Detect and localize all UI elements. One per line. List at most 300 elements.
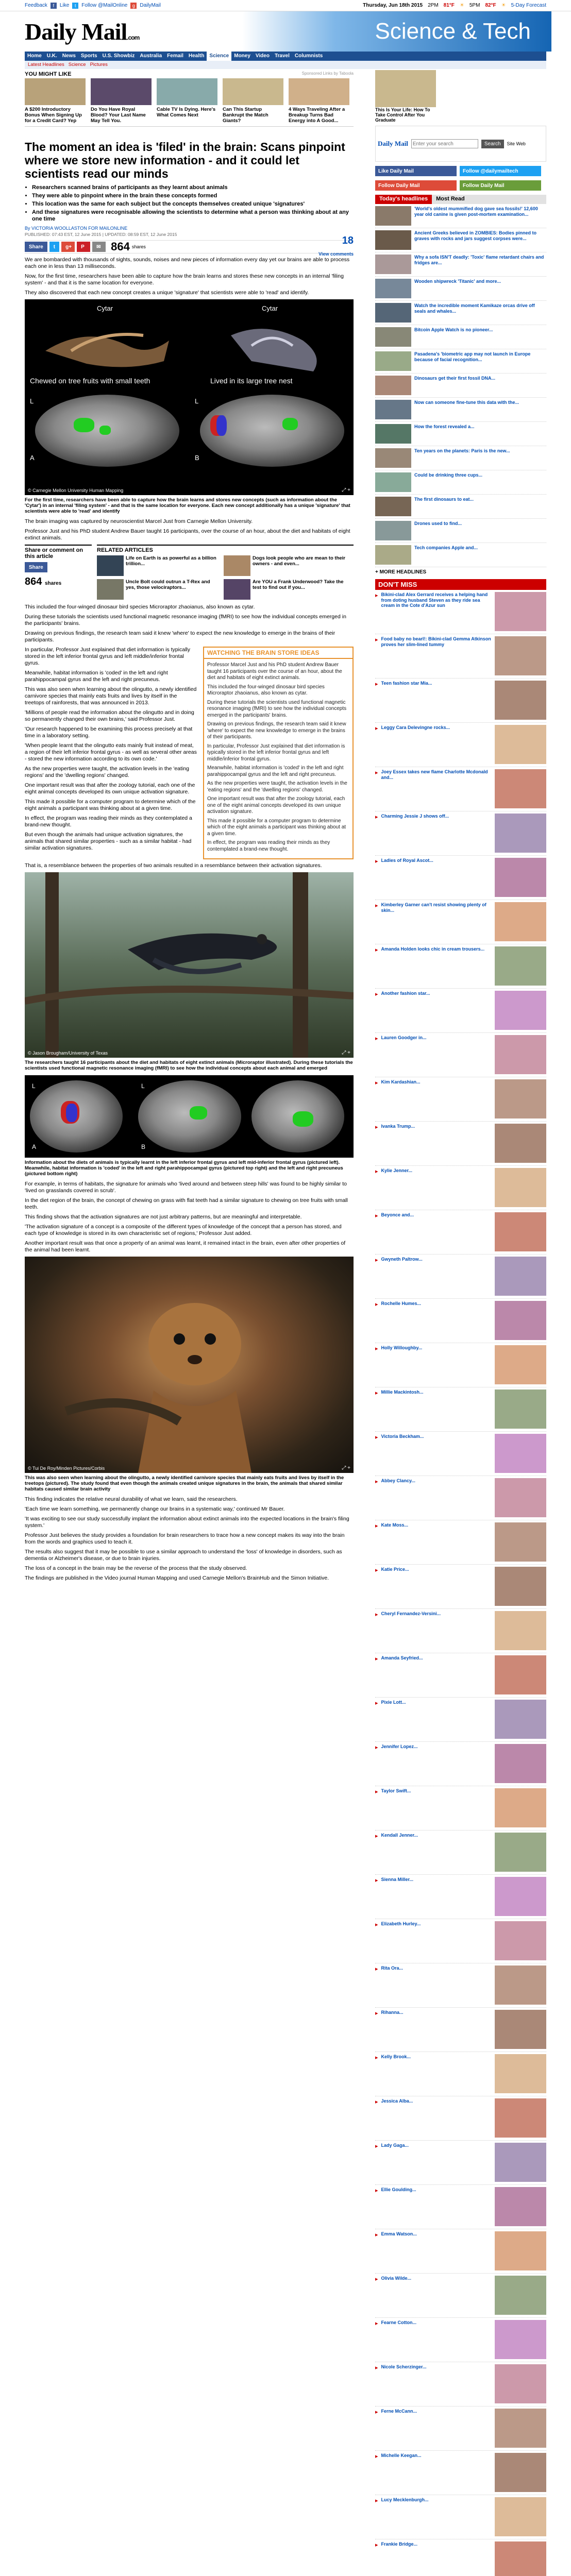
dont-miss-item[interactable] <box>375 1742 546 1786</box>
nav-item[interactable]: U.S. Showbiz <box>102 53 135 59</box>
bullet-icon: ▸ <box>375 1213 378 1219</box>
headline-thumbnail <box>375 255 411 274</box>
dont-miss-text: Taylor Swift... <box>381 1788 411 1793</box>
forecast-link[interactable]: 5-Day Forecast <box>511 3 546 8</box>
dont-miss-item[interactable] <box>375 679 546 723</box>
nav-item[interactable]: Femail <box>167 53 183 59</box>
top-bar <box>0 0 571 11</box>
sun-icon: ☀ <box>459 3 464 8</box>
nav-item[interactable]: Australia <box>140 53 162 59</box>
paragraph: For example, in terms of habitats, the signature for animals who 'lived around and between steep hills' was found to be highly similar to 'lived on grasslands covered in scrub'. <box>25 1181 347 1194</box>
dont-miss-item[interactable] <box>375 1919 546 1963</box>
paragraph: The brain imaging was captured by neuroscientist Marcel Just from Carnegie Mellon University. <box>25 518 253 524</box>
yml-title: YOU MIGHT LIKE <box>25 71 72 77</box>
yml-image <box>91 78 152 105</box>
headline-thumbnail <box>375 327 411 347</box>
bullet-icon: ▸ <box>375 1080 378 1086</box>
byline[interactable]: By VICTORIA WOOLLASTON FOR MAILONLINE <box>25 226 128 231</box>
dont-miss-item[interactable] <box>375 856 546 900</box>
share-bar-small <box>25 562 92 573</box>
bullet-icon: ▸ <box>375 1346 378 1352</box>
dont-miss-item[interactable] <box>375 1520 546 1565</box>
search-logo: Daily Mail <box>378 140 408 147</box>
bullet-icon: ▸ <box>375 1390 378 1396</box>
activation-region <box>66 1104 77 1122</box>
paragraph: 'The activation signature of a concept is a composite of the different types of knowledge of the concept that a person has stored, and each type of knowledge is stored in its own characteristic set of regions,' Professor Just added. <box>25 1224 342 1236</box>
dont-miss-item[interactable] <box>375 1831 546 1875</box>
paragraph: We are bombarded with thousands of sights, sounds, noises and new pieces of information every day yet our brains are able to process each one in less than 13 milliseconds. <box>25 257 350 269</box>
bullet-icon: ▸ <box>375 2010 378 2016</box>
dont-miss-thumbnail <box>495 769 546 808</box>
follow-mailonline-link[interactable]: Follow @MailOnline <box>81 3 128 8</box>
related-item[interactable]: Uncle Bolt could outrun a T-Rex and yes, those velociraptors... <box>97 579 221 600</box>
dont-miss-thumbnail <box>495 2098 546 2138</box>
dont-miss-item[interactable] <box>375 1387 546 1432</box>
dont-miss-item[interactable] <box>375 1077 546 1122</box>
sun-icon-2: ☀ <box>501 3 506 8</box>
bullet-icon: ▸ <box>375 1523 378 1529</box>
bullet-icon: ▸ <box>375 637 378 643</box>
dont-miss-item[interactable] <box>375 590 546 634</box>
nav-item[interactable]: Columnists <box>294 53 323 59</box>
dont-miss-thumbnail <box>495 1965 546 2005</box>
facebook-share-button[interactable]: Share <box>25 242 47 252</box>
bullet-icon: ▸ <box>375 2188 378 2194</box>
facebook-like-button[interactable]: Like Daily Mail <box>375 166 457 176</box>
dont-miss-text: Jennifer Lopez... <box>381 1744 418 1749</box>
facebook-share-button[interactable]: Share <box>25 562 47 572</box>
gplus-icon[interactable]: g <box>130 3 137 9</box>
share-related-block <box>25 545 354 600</box>
bullet-icon: ▸ <box>375 2276 378 2282</box>
search-scope[interactable]: Site Web <box>507 141 526 146</box>
site-logo[interactable]: Daily Mail.com <box>25 18 140 45</box>
temp1: 81°F <box>443 3 455 8</box>
headline-text: Why a sofa ISN'T deadly: 'Toxic' flame retardant chairs and fridges are... <box>414 255 544 265</box>
dont-miss-text: Kylie Jenner... <box>381 1168 413 1173</box>
dont-miss-text: Kendall Jenner... <box>381 1833 418 1838</box>
date-text: Thursday, Jun 18th 2015 <box>363 3 423 8</box>
dailymail-link[interactable]: DailyMail <box>140 3 161 8</box>
dont-miss-thumbnail <box>495 1079 546 1118</box>
dont-miss-text: Holly Willoughby... <box>381 1345 423 1350</box>
dont-miss-text: Ladies of Royal Ascot... <box>381 858 433 863</box>
activation-region <box>282 418 298 430</box>
paragraph: The results also suggest that it may be possible to use a similar approach to understand the 'loss' of knowledge in disorders, such as dementia or Alzheimer's disease, or due to brain injuries. <box>25 1549 342 1562</box>
dont-miss-text: Charming Jessie J shows off... <box>381 814 449 819</box>
nav-item[interactable]: U.K. <box>46 53 57 59</box>
share-count: 864 shares <box>25 576 62 587</box>
headline-item[interactable] <box>375 228 546 252</box>
headline-thumbnail <box>375 351 411 371</box>
activation-region <box>216 415 227 436</box>
bullet-icon: ▸ <box>375 1301 378 1308</box>
dont-miss-item[interactable] <box>375 2141 546 2185</box>
dont-miss-text: Rita Ora... <box>381 1965 404 1971</box>
bullet-icon: ▸ <box>375 1036 378 1042</box>
yml-item[interactable]: A $200 Introductory Bonus When Signing Up for a Credit Card? Yep <box>25 78 86 124</box>
headline-item[interactable] <box>375 446 546 470</box>
temp2: 82°F <box>485 3 496 8</box>
dont-miss-text: Kim Kardashian... <box>381 1079 421 1084</box>
main-nav <box>25 52 546 61</box>
bullet-icon: ▸ <box>375 1612 378 1618</box>
rss-follow-button[interactable]: Follow Daily Mail <box>460 180 541 191</box>
dont-miss-thumbnail <box>495 858 546 897</box>
headline-item[interactable] <box>375 470 546 495</box>
search-input[interactable] <box>411 139 478 148</box>
dont-miss-thumbnail <box>495 1788 546 1827</box>
olingutto-photo <box>25 1257 354 1473</box>
dont-miss-item[interactable] <box>375 2495 546 2539</box>
gplus-share-button[interactable]: g+ <box>61 242 75 252</box>
dont-miss-text: Cheryl Fernandez-Versini... <box>381 1611 441 1616</box>
dont-miss-text: Fearne Cotton... <box>381 2320 417 2325</box>
headline-thumbnail <box>375 472 411 492</box>
headline-item[interactable] <box>375 398 546 422</box>
dont-miss-item[interactable] <box>375 767 546 811</box>
dont-miss-text: Ivanka Trump... <box>381 1124 415 1129</box>
bullet-icon: ▸ <box>375 903 378 909</box>
headline-item[interactable] <box>375 325 546 349</box>
yml-image <box>223 78 283 105</box>
bullet-icon: ▸ <box>375 1567 378 1573</box>
more-headlines-link[interactable]: + MORE HEADLINES <box>375 569 427 575</box>
feedback-link[interactable]: Feedback <box>25 3 47 8</box>
dont-miss-thumbnail <box>495 1168 546 1207</box>
nav-item[interactable]: Money <box>234 53 250 59</box>
dont-miss-text: Ellie Goulding... <box>381 2187 416 2192</box>
dont-miss-item[interactable] <box>375 1963 546 2008</box>
dont-miss-thumbnail <box>495 2276 546 2315</box>
bullet-icon: ▸ <box>375 947 378 953</box>
dont-miss-item[interactable] <box>375 1255 546 1299</box>
dont-miss-thumbnail <box>495 725 546 764</box>
paragraph: Now, for the first time, researchers have been able to capture how the brain learns and stores these new concepts in an internal 'filing system' - and that it is the same location for everyone. <box>25 273 344 286</box>
dont-miss <box>375 579 546 2576</box>
subnav-science[interactable]: Science <box>68 62 86 67</box>
dont-miss-thumbnail <box>495 1567 546 1606</box>
dont-miss-thumbnail <box>495 1611 546 1650</box>
twitter-icon[interactable]: t <box>72 3 78 9</box>
dont-miss-item[interactable] <box>375 2185 546 2229</box>
dont-miss-item[interactable] <box>375 1786 546 1831</box>
bullet-icon: ▸ <box>375 681 378 687</box>
dont-miss-item[interactable] <box>375 2318 546 2362</box>
dont-miss-item[interactable] <box>375 1210 546 1255</box>
dont-miss-text: Lauren Goodger in... <box>381 1035 427 1040</box>
dont-miss-thumbnail <box>495 1921 546 1960</box>
headline-text: Drones used to find... <box>414 521 462 526</box>
bullet-icon: ▸ <box>375 1434 378 1440</box>
dont-miss-thumbnail <box>495 1833 546 1872</box>
headline-thumbnail <box>375 230 411 250</box>
pinterest-share-button[interactable]: P <box>77 242 90 252</box>
bullet-icon: ▸ <box>375 1789 378 1795</box>
dont-miss-item[interactable] <box>375 1432 546 1476</box>
nav-item[interactable]: Travel <box>274 53 290 59</box>
headline-text: How the forest revealed a... <box>414 424 475 429</box>
paragraph: Professor Just and his PhD student Andrew Bauer taught 16 participants, over the course of an hour, about the diet and habitats of eight extinct animals. <box>25 528 350 541</box>
dont-miss-text: Gwyneth Paltrow... <box>381 1257 423 1262</box>
dont-miss-text: Victoria Beckham... <box>381 1434 424 1439</box>
dont-miss-text: Lucy Mecklenburgh... <box>381 2497 429 2502</box>
comments-link[interactable]: 18 View comments <box>318 235 354 257</box>
headline-thumbnail <box>375 521 411 540</box>
email-share-button[interactable]: ✉ <box>92 242 106 252</box>
headline-item[interactable] <box>375 301 546 325</box>
headline-item[interactable] <box>375 495 546 519</box>
dont-miss-thumbnail <box>495 1212 546 1251</box>
headline-item[interactable] <box>375 204 546 228</box>
tab-most-read[interactable]: Most Read <box>436 196 465 202</box>
dont-miss-item[interactable] <box>375 900 546 944</box>
dont-miss-thumbnail <box>495 1035 546 1074</box>
headline-text: 'World's oldest mummified dog gave sea fossils!' 12,600 year old canine is given post-mortem examination... <box>414 206 538 217</box>
headline-text: Could be drinking three cups... <box>414 472 483 478</box>
dont-miss-item[interactable] <box>375 1609 546 1653</box>
bullet-icon: ▸ <box>375 1744 378 1751</box>
gplus-follow-button[interactable]: Follow Daily Mail <box>375 180 457 191</box>
cytar-illustration <box>25 315 189 377</box>
dont-miss-item[interactable] <box>375 2451 546 2495</box>
headline-thumbnail <box>375 206 411 226</box>
dont-miss-text: Emma Watson... <box>381 2231 417 2236</box>
dont-miss-item[interactable] <box>375 1565 546 1609</box>
figure-caption: This was also seen when learning about the olingutto, a newly identified carnivore species that mainly eats fruits and lives by itself in the treetops (pictured). The study found that even though the animals created unique signatures in the brain, the animals that shared similar habitats caused similar brain activity <box>25 1475 344 1492</box>
dont-miss-text: Another fashion star... <box>381 991 430 996</box>
dont-miss-text: Beyonce and... <box>381 1212 414 1217</box>
share-bar <box>25 235 354 257</box>
dont-miss-thumbnail <box>495 1434 546 1473</box>
dont-miss-text: Kimberley Garner can't resist showing plenty of skin... <box>381 902 486 913</box>
bullet-icon: ▸ <box>375 1833 378 1839</box>
dont-miss-thumbnail <box>495 2054 546 2093</box>
dont-miss-thumbnail <box>495 2409 546 2448</box>
paragraph: The loss of a concept in the brain may be the reverse of the process that the study observed. <box>25 1565 247 1571</box>
yml-item[interactable]: Cable TV Is Dying. Here's What Comes Next <box>157 78 217 124</box>
dont-miss-thumbnail <box>495 2453 546 2492</box>
bullet-icon: ▸ <box>375 2320 378 2327</box>
dont-miss-text: Food baby no bearl!: Bikini-clad Gemma Atkinson proves her slim-lined tummy <box>381 636 491 647</box>
paragraph: They also discovered that each new concept creates a unique 'signature' that scientists were able to 'read' and identify. <box>25 290 309 296</box>
dont-miss-text: Amanda Seyfried... <box>381 1655 423 1660</box>
dont-miss-thumbnail <box>495 2143 546 2182</box>
bullet-icon: ▸ <box>375 2498 378 2504</box>
paragraph: This finding shows that the activation signatures are not just arbitrary patterns, but are meaningful and interpretable. <box>25 1214 302 1220</box>
search-button[interactable]: Search <box>481 140 504 148</box>
brain-image <box>138 1080 241 1153</box>
yml-item[interactable]: 4 Ways Traveling After a Breakup Turns Bad Energy into A Good... <box>289 78 349 124</box>
dont-miss-item[interactable] <box>375 2274 546 2318</box>
dont-miss-item[interactable] <box>375 989 546 1033</box>
dont-miss-title: DON'T MISS <box>375 579 546 590</box>
published-date: PUBLISHED: 07:43 EST, 12 June 2015 | UPDATED: 08:59 EST, 12 June 2015 <box>25 232 177 237</box>
dont-miss-thumbnail <box>495 1655 546 1694</box>
activation-region <box>293 1111 313 1127</box>
masthead <box>0 11 571 52</box>
headline: The moment an idea is 'filed' in the brain: Scans pinpoint where we store new information - and it could let scientists read our minds <box>25 140 345 180</box>
dont-miss-item[interactable] <box>375 2229 546 2274</box>
bullet-icon: ▸ <box>375 2453 378 2460</box>
dont-miss-thumbnail <box>495 1301 546 1340</box>
paragraph: 'Our research happened to be examining this process precisely at that time in a laboratory setting. <box>25 726 193 739</box>
headline-item[interactable] <box>375 519 546 543</box>
figure-credit: © Carnegie Mellon University Human Mapping <box>28 488 124 493</box>
share-this-article-heading: Share or comment on this article <box>25 545 92 560</box>
activation-region <box>190 1106 207 1120</box>
related-item[interactable]: Life on Earth is as powerful as a billion trillion... <box>97 555 221 576</box>
dont-miss-thumbnail <box>495 2010 546 2049</box>
dont-miss-item[interactable] <box>375 723 546 767</box>
dont-miss-item[interactable] <box>375 2539 546 2576</box>
summary-bullets: • Researchers scanned brains of participants as they learnt about animals • They were able to pinpoint where in the brain these concepts formed • This location was the same for each subject but the concepts themselves created unique 'signatures' • And these signatures were recognisable allowing the scientists to determine what a person was thinking about at any one time <box>25 184 354 223</box>
dont-miss-item[interactable] <box>375 1698 546 1742</box>
bullet-icon: ▸ <box>375 1257 378 1263</box>
weather-bar <box>363 3 546 8</box>
bullet-icon: ▸ <box>375 2232 378 2238</box>
headline-item[interactable] <box>375 277 546 301</box>
subnav-pictures[interactable]: Pictures <box>90 62 108 67</box>
headline-thumbnail <box>375 497 411 516</box>
headline-text: The first dinosaurs to eat... <box>414 497 474 502</box>
cytar-nest-illustration <box>190 315 354 377</box>
headline-thumbnail <box>375 400 411 419</box>
figure-caption: For the first time, researchers have been able to capture how the brain learns and stores new concepts (such as information about the 'Cytar') in an internal 'filing system' - and that is the same location for everyone. Each new concept additionally has a unique 'signature' that scientists were able to 'read' and identify <box>25 497 350 514</box>
dont-miss-item[interactable] <box>375 1343 546 1387</box>
tab-todays-headlines[interactable]: Today's headlines <box>375 195 432 204</box>
dont-miss-thumbnail <box>495 2187 546 2226</box>
subnav-latest[interactable]: Latest Headlines <box>28 62 64 67</box>
paragraph: 'Millions of people read the information about the olingutto and in doing so permanently changed their own brains,' said Professor Just. <box>25 709 194 722</box>
sidebar <box>375 70 546 2576</box>
share-count-label: shares <box>131 244 146 249</box>
dont-miss-item[interactable] <box>375 811 546 856</box>
nav-item[interactable]: Sports <box>80 53 97 59</box>
follow-buttons <box>375 166 546 176</box>
article <box>25 140 354 1585</box>
bullet-icon: ▸ <box>375 991 378 997</box>
dont-miss-thumbnail <box>495 2497 546 2536</box>
expand-icon[interactable]: ⤢ + <box>342 487 350 493</box>
nav-item[interactable]: Home <box>27 53 42 59</box>
dont-miss-text: Teen fashion star Mia... <box>381 681 432 686</box>
sub-nav <box>25 61 546 69</box>
dont-miss-thumbnail <box>495 681 546 720</box>
dont-miss-item[interactable] <box>375 2008 546 2052</box>
dont-miss-item[interactable] <box>375 1166 546 1210</box>
dont-miss-text: Nicole Scherzinger... <box>381 2364 427 2369</box>
twitter-follow-button[interactable]: Follow @dailymailtech <box>460 166 541 176</box>
dont-miss-item[interactable] <box>375 1653 546 1698</box>
dont-miss-item[interactable] <box>375 944 546 989</box>
twitter-share-button[interactable]: t <box>49 242 59 252</box>
dont-miss-item[interactable] <box>375 1875 546 1919</box>
yml-sponsored[interactable]: Sponsored Links by Taboola <box>301 71 354 76</box>
facebook-icon[interactable]: f <box>51 3 57 9</box>
bullet-icon: ▸ <box>375 592 378 599</box>
yml-item[interactable]: Do You Have Royal Blood? Your Last Name May Tell You. <box>91 78 152 124</box>
related-item[interactable]: Dogs look people who are mean to their owners - and even... <box>224 555 347 576</box>
microraptor-illustration-figure <box>25 872 354 1058</box>
dont-miss-text: Kelly Brook... <box>381 2054 411 2059</box>
nav-item[interactable]: Health <box>188 53 205 59</box>
follow-buttons-2 <box>375 180 546 191</box>
dont-miss-thumbnail <box>495 814 546 853</box>
headline-thumbnail <box>375 376 411 395</box>
headline-item[interactable] <box>375 349 546 374</box>
yml-item[interactable]: Can This Startup Bankrupt the Match Giants? <box>223 78 283 124</box>
dont-miss-text: Lady Gaga... <box>381 2143 409 2148</box>
headline-text: Dinosaurs get their first fossil DNA... <box>414 376 496 381</box>
olingutto-photo-figure <box>25 1257 354 1473</box>
dont-miss-item[interactable] <box>375 1476 546 1520</box>
dont-miss-text: Abbey Clancy... <box>381 1478 415 1483</box>
dont-miss-text: Bikini-clad Alex Gerrard receives a helping hand from doting husband Steven as they ride sea cream in the Cote d'Azur sun <box>381 592 488 608</box>
headline-text: Wooden shipwreck 'Titanic' and more... <box>414 279 501 284</box>
headline-item[interactable] <box>375 374 546 398</box>
section-banner: Science & Tech <box>242 11 551 52</box>
sidebar-promo[interactable]: This Is Your Life: How To Take Control After You Graduate <box>375 70 436 123</box>
like-link[interactable]: Like <box>59 3 70 8</box>
expand-icon[interactable]: ⤢ + <box>342 1465 350 1471</box>
paragraph: 'Each time we learn something, we permanently change our brains in a systematic way,' continued Mr Bauer. <box>25 1506 285 1512</box>
headline-item[interactable] <box>375 543 546 567</box>
time2: 5PM <box>469 3 480 8</box>
nav-item[interactable]: Video <box>255 53 270 59</box>
bullet-icon: ▸ <box>375 2099 378 2105</box>
dont-miss-text: Amanda Holden looks chic in cream trousers... <box>381 946 485 952</box>
nav-item[interactable]: Science <box>207 52 231 61</box>
bullet-icon: ▸ <box>375 1922 378 1928</box>
headline-text: Ten years on the planets: Paris is the new... <box>414 448 510 453</box>
paragraph: In effect, the program was reading their minds as they contemplated a brand-new thought. <box>25 815 192 828</box>
dont-miss-text: Frankie Bridge... <box>381 2541 418 2547</box>
dont-miss-item[interactable] <box>375 634 546 679</box>
related-articles <box>97 555 354 600</box>
headline-text: Tech companies Apple and... <box>414 545 478 550</box>
nav-item[interactable]: News <box>62 53 76 59</box>
dont-miss-item[interactable] <box>375 1299 546 1343</box>
dont-miss-text: Katie Price... <box>381 1567 409 1572</box>
dont-miss-text: Olivia Wilde... <box>381 2276 411 2281</box>
brain-scan-figure-1 <box>25 299 354 495</box>
related-item[interactable]: Are YOU a Frank Underwood? Take the test to find out if you... <box>224 579 347 600</box>
dont-miss-thumbnail <box>495 1478 546 1517</box>
headline-thumbnail <box>375 279 411 298</box>
bullet-icon: ▸ <box>375 858 378 865</box>
headline-item[interactable] <box>375 252 546 277</box>
dont-miss-item[interactable] <box>375 2362 546 2406</box>
share-count: 864 <box>111 240 130 253</box>
fact-box-title: WATCHING THE BRAIN STORE IDEAS <box>204 648 352 659</box>
expand-icon[interactable]: ⤢ + <box>342 1050 350 1056</box>
paragraph: Another important result was that once a property of an animal was learnt, it remained intact in the brain, even after other properties of the animal had been learnt. <box>25 1240 346 1253</box>
figure-caption: Information about the diets of animals is typically learnt in the left inferior frontal gyrus and left mid-inferior frontal gyrus (pictured left). Meanwhile, habitat information is 'coded' in the left and right parahippocampal gyrus (pictured top right) and the left and right precuneus (pictured bottom right) <box>25 1160 343 1177</box>
yml-image <box>25 78 86 105</box>
dont-miss-item[interactable] <box>375 1122 546 1166</box>
headline-text: Now can someone fine-tune this data with the... <box>414 400 519 405</box>
dont-miss-item[interactable] <box>375 1033 546 1077</box>
dont-miss-item[interactable] <box>375 2096 546 2141</box>
headline-item[interactable] <box>375 422 546 446</box>
dont-miss-thumbnail <box>495 2541 546 2576</box>
dont-miss-item[interactable] <box>375 2052 546 2096</box>
dont-miss-item[interactable] <box>375 2406 546 2451</box>
paragraph: That is, a resemblance between the properties of two animals resulted in a resemblance between their activation signatures. <box>25 862 322 869</box>
dont-miss-text: Pixie Lott... <box>381 1700 406 1705</box>
microraptor-illustration <box>25 872 354 1058</box>
